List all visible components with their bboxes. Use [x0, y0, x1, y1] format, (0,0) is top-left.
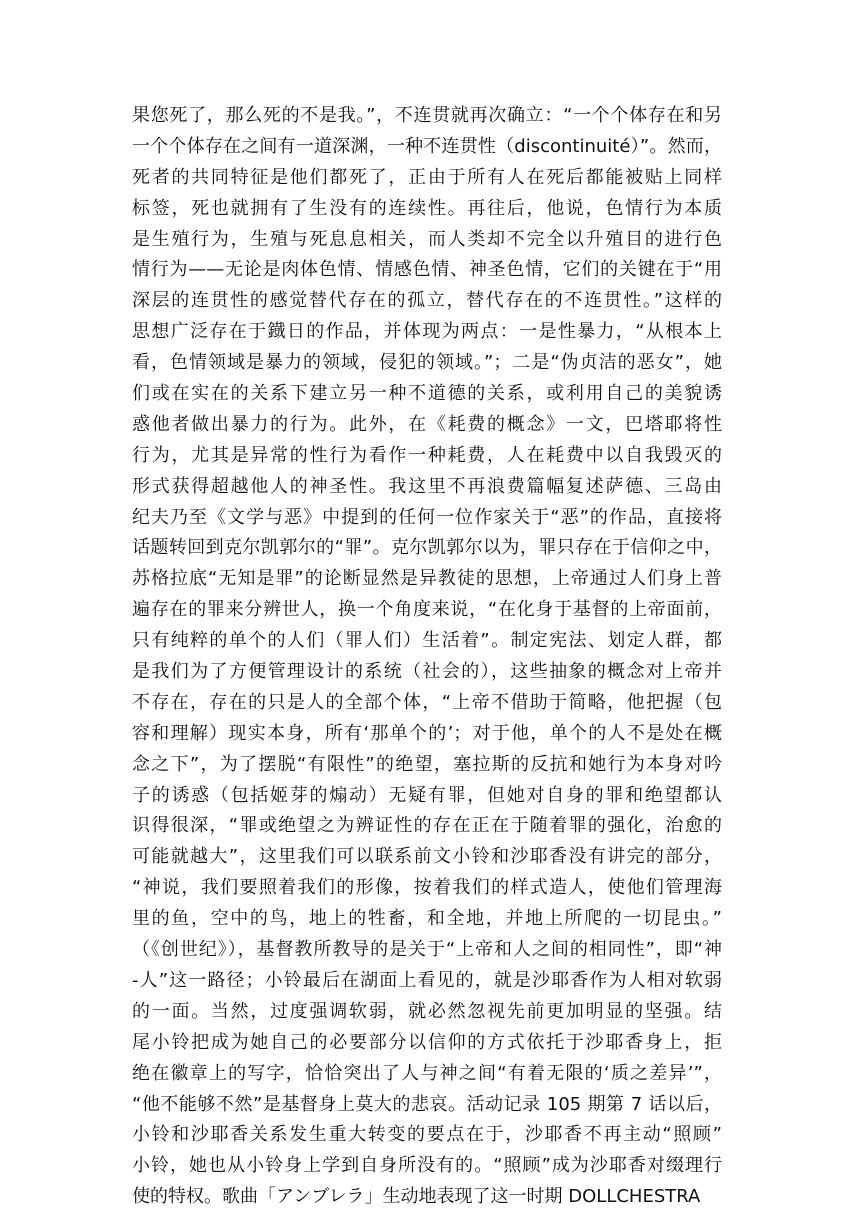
text-line: 是生殖行为，生殖与死息息相关，而人类却不完全以升殖目的进行色 — [132, 228, 722, 250]
text-line: 形式获得超越他人的神圣性。我这里不再浪费篇幅复述萨德、三岛由 — [132, 475, 722, 497]
text-line: -人”这一路径；小铃最后在湖面上看见的，就是沙耶香作为人相对软弱 — [132, 969, 722, 991]
text-line: （《创世纪》），基督教所教导的是关于“上帝和人之间的相同性”，即“神 — [132, 939, 722, 961]
text-line: 使的特权。歌曲「アンブレラ」生动地表现了这一时期 DOLLCHESTRA — [132, 1186, 701, 1208]
text-line: 的一面。当然，过度强调软弱，就必然忽视先前更加明显的坚强。结 — [132, 1000, 722, 1022]
text-line: 看，色情领域是暴力的领域，侵犯的领域。”；二是“伪贞洁的恶女”，她 — [132, 352, 722, 374]
text-line: 里的鱼，空中的鸟，地上的牲畜，和全地，并地上所爬的一切昆虫。” — [132, 908, 722, 930]
text-line: 深层的连贯性的感觉替代存在的孤立，替代存在的不连贯性。”这样的 — [132, 290, 722, 312]
text-line: 容和理解）现实本身，所有‘那单个的’；对于他，单个的人不是处在概 — [132, 722, 722, 744]
text-line: 标签，死也就拥有了生没有的连续性。再往后，他说，色情行为本质 — [132, 197, 722, 219]
text-line: 念之下”，为了摆脱“有限性”的绝望，塞拉斯的反抗和她行为本身对吟 — [132, 753, 722, 775]
text-line: 小铃，她也从小铃身上学到自身所没有的。“照顾”成为沙耶香对缀理行 — [132, 1155, 722, 1177]
text-line: 思想广泛存在于鐡日的作品，并体现为两点：一是性暴力，“从根本上 — [132, 321, 722, 343]
body-text — [132, 101, 722, 1213]
text-line: “他不能够不然”是基督身上莫大的悲哀。活动记录 105 期第 7 话以后， — [132, 1093, 722, 1115]
text-line: 是我们为了方便管理设计的系统（社会的），这些抽象的概念对上帝并 — [132, 661, 722, 683]
text-line: 子的诱惑（包括姬芽的煽动）无疑有罪，但她对自身的罪和绝望都认 — [132, 784, 722, 806]
text-line: 尾小铃把成为她自己的必要部分以信仰的方式依托于沙耶香身上，拒 — [132, 1031, 722, 1053]
text-line: 小铃和沙耶香关系发生重大转变的要点在于，沙耶香不再主动“照顾” — [132, 1124, 722, 1146]
text-line: 行为，尤其是异常的性行为看作一种耗费，人在耗费中以自我毁灭的 — [132, 444, 722, 466]
text-line: 不存在，存在的只是人的全部个体，“上帝不借助于简略，他把握（包 — [132, 691, 722, 713]
text-line: 果您死了，那么死的不是我。”，不连贯就再次确立：“一个个体存在和另 — [132, 105, 722, 126]
text-line: 只有纯粹的单个的人们（罪人们）生活着”。制定宪法、划定人群，都 — [132, 630, 722, 652]
text-line: 们或在实在的关系下建立另一种不道德的关系，或利用自己的美貌诱 — [132, 383, 722, 405]
text-line: “神说，我们要照着我们的形像，按着我们的样式造人，使他们管理海 — [132, 877, 722, 899]
text-line: 可能就越大”，这里我们可以联系前文小铃和沙耶香没有讲完的部分， — [132, 846, 722, 868]
text-line: 苏格拉底“无知是罪”的论断显然是异教徒的思想，上帝通过人们身上普 — [132, 568, 722, 590]
text-line: 识得很深，“罪或绝望之为辨证性的存在正在于随着罪的强化，治愈的 — [132, 815, 722, 837]
text-line: 遍存在的罪来分辨世人，换一个角度来说，“在化身于基督的上帝面前， — [132, 599, 722, 621]
text-line: 一个个体存在之间有一道深渊，一种不连贯性（discontinuité）”。然而， — [132, 135, 722, 157]
text-line: 情行为——无论是肉体色情、情感色情、神圣色情，它们的关键在于“用 — [132, 259, 722, 281]
text-line: 话题转回到克尔凯郭尔的“罪”。克尔凯郭尔以为，罪只存在于信仰之中， — [132, 537, 722, 559]
text-line: 死者的共同特征是他们都死了，正由于所有人在死后都能被贴上同样 — [132, 166, 722, 188]
text-line: 纪夫乃至《文学与恶》中提到的任何一位作家关于“恶”的作品，直接将 — [132, 506, 722, 528]
text-line: 绝在徽章上的写字，恰恰突出了人与神之间“有着无限的‘质之差异’”， — [132, 1062, 722, 1084]
text-line: 惑他者做出暴力的行为。此外，在《耗费的概念》一文，巴塔耶将性 — [132, 413, 722, 435]
